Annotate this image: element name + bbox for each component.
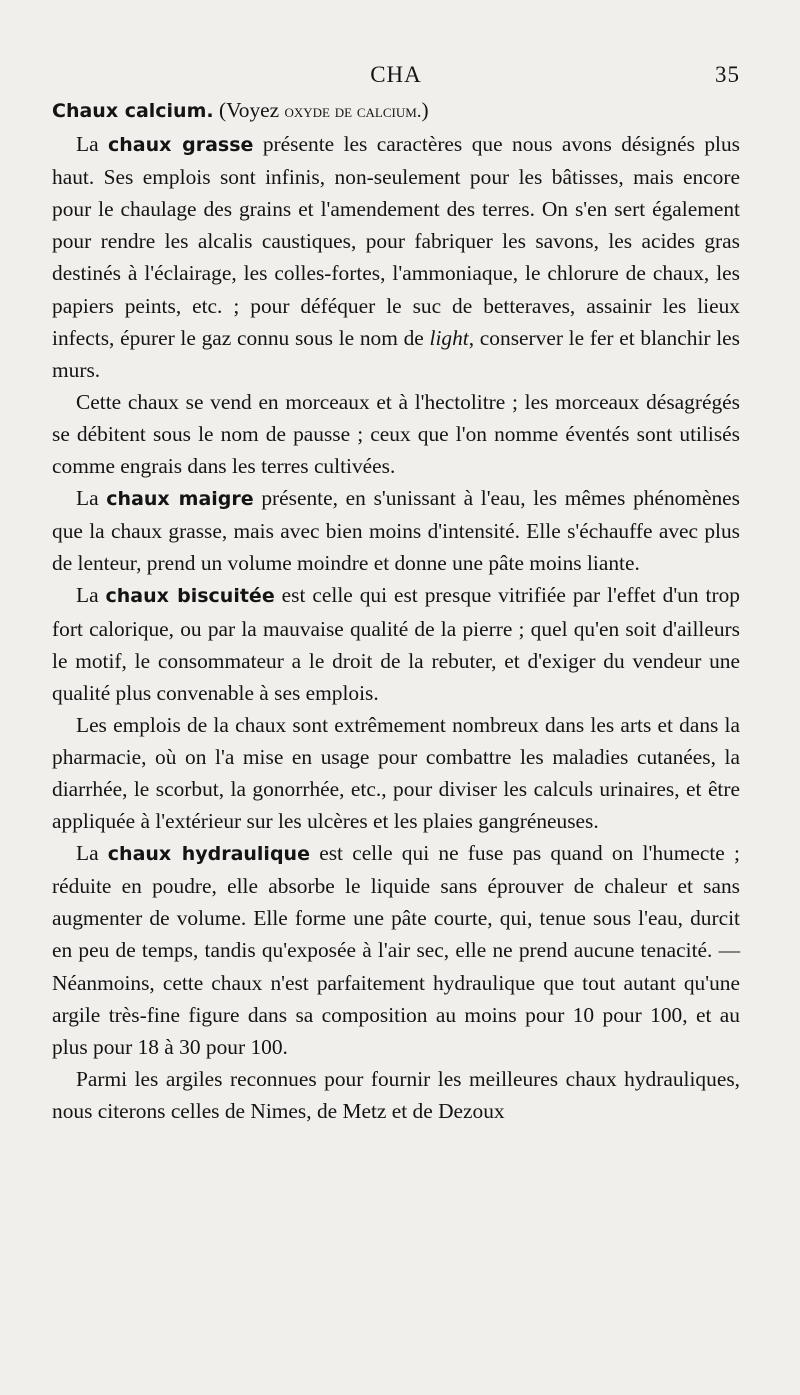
- paragraph-chaux-maigre: [52, 482, 740, 579]
- paragraph-text: est celle qui ne fuse pas quand on l'humecte ; réduite en poudre, elle absorbe le liquide sans éprouver de chaleur et sans augmenter de volume. Elle forme une pâte courte, qui, tenue sous l'eau, durcit en peu de temps, tandis qu'exposée à l'air sec, elle ne prend aucune tenacité. — Néanmoins, cette chaux n'est parfaitement hydraulique que tout autant qu'une argile très-fine figure dans sa composition au moins pour 10 pour 100, et au plus pour 18 à 30 pour 100.: [52, 841, 740, 1059]
- paragraph-lead: La: [76, 841, 108, 866]
- paragraph-chaux-hydraulique: [52, 837, 740, 1063]
- paragraph-lead: La: [76, 486, 107, 511]
- paragraph-text: (Voyez: [213, 98, 285, 122]
- paragraph-text: présente, en s'unissant à l'eau, les mêmes phénomènes que la chaux grasse, mais avec bien moins d'intensité. Elle s'échauffe avec plus de lenteur, prend un volume moindre et donne une pâte moins liante.: [52, 486, 740, 576]
- cross-reference: oxyde de calcium.: [284, 101, 422, 122]
- page-number: 35: [715, 62, 740, 87]
- entry-term: chaux grasse: [108, 134, 254, 157]
- entry-term: Chaux calcium.: [52, 100, 214, 122]
- running-title: CHA: [370, 62, 422, 87]
- paragraph-argiles: [52, 1063, 740, 1127]
- paragraph-text: Les emplois de la chaux sont extrêmement nombreux dans les arts et dans la pharmacie, où on l'a mise en usage pour combattre les maladies cutanées, la diarrhée, le scorbut, la gonorrhée, etc., pour diviser les calculs urinaires, et être appliquée à l'extérieur sur les ulcères et les plaies gangréneuses.: [52, 712, 740, 834]
- entry-term: chaux biscuitée: [105, 585, 275, 608]
- paragraph-lead: La: [76, 132, 109, 157]
- paragraph-text: Parmi les argiles reconnues pour fournir les meilleures chaux hydrauliques, nous citerons celles de Nimes, de Metz et de Dezoux: [52, 1066, 740, 1123]
- italic-word: light: [429, 325, 469, 350]
- entry-term: chaux maigre: [106, 488, 254, 511]
- paragraph-text: est celle qui est presque vitrifiée par l'effet d'un trop fort calorique, ou par la mauvaise qualité de la pierre ; quel qu'en soit d'ailleurs le motif, le consommateur a le droit de la rebuter, et d'exiger du vendeur une qualité plus convenable à ses emplois.: [52, 583, 740, 705]
- entry-term: chaux hydraulique: [107, 843, 310, 866]
- paragraph-emplois: [52, 709, 740, 837]
- body-text: [52, 94, 740, 1127]
- paragraph-chaux-calcium: [52, 94, 740, 128]
- paragraph-lead: La: [76, 583, 106, 608]
- paragraph-text: ): [421, 98, 429, 122]
- paragraph-vente: [52, 386, 740, 482]
- paragraph-text: Cette chaux se vend en morceaux et à l'hectolitre ; les morceaux désagrégés se débitent sous le nom de pausse ; ceux que l'on nomme éventés sont utilisés comme engrais dans les terres cultivées.: [52, 389, 740, 479]
- running-head: [52, 62, 740, 94]
- paragraph-text: présente les caractères que nous avons désignés plus haut. Ses emplois sont infinis, non-seulement pour les bâtisses, mais encore pour le chaulage des grains et l'amendement des terres. On s'en sert également pour rendre les alcalis caustiques, pour fabriquer les savons, les acides gras destinés à l'éclairage, les colles-fortes, l'ammoniaque, le chlorure de chaux, les papiers peints, etc. ; pour déféquer le suc de betteraves, assainir les lieux infects, épurer le gaz connu sous le nom de: [52, 132, 740, 350]
- paragraph-text: , conserver le fer et blanchir les murs.: [52, 325, 740, 382]
- paragraph-chaux-grasse: [52, 128, 740, 386]
- paragraph-chaux-biscuitee: [52, 579, 740, 708]
